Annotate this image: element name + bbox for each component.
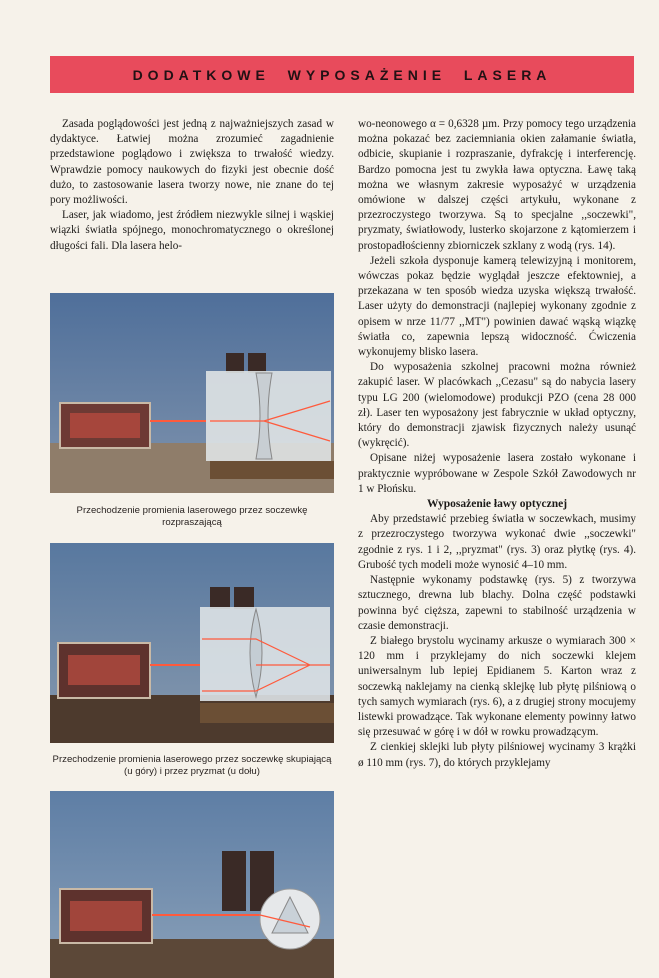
laser-device-icon (60, 403, 150, 448)
paragraph: Zasada poglądowości jest jedną z najważniejszych zasad w dydaktyce. Łatwiej można zrozumieć zagadnienie przedstawione poglądowo i zwiększa to trwałość wiedzy. Wprawdzie pomocy naukowych do fizyki jest obecnie dość dużo, to zastosowanie lasera tworzy nowe, nie znane do tej pory możliwości. (50, 118, 334, 207)
caption-photo-1: Przechodzenie promienia laserowego przez soczewkę rozpraszającą (76, 505, 308, 528)
right-column (358, 117, 636, 771)
paragraph: wo-neonowego α = 0,6328 µm. Przy pomocy tego urządzenia można pokazać bez zaciemniania okien załamanie światła, odbicie, skupianie i rozpraszanie, dyfrakcję i interferencję. Bardzo pomocna jest tu zwykła ława optyczna. Ławę taką można we własnym zakresie wyposażyć w urządzenia omówione w dalszej części artykułu, wykonane z przezroczystego tworzywa. Są to specjalne ,,soczewki", pryzmaty, światłowody, lusterko skojarzone z kątomierzem i prostopadłościenny zbiorniczek szklany z wodą (rys. 14). (358, 118, 636, 252)
article-title: DODATKOWE WYPOSAŻENIE LASERA (132, 66, 552, 83)
laser-device-icon (60, 889, 152, 943)
paragraph: Aby przedstawić przebieg światła w soczewkach, musimy z przezroczystego tworzywa wykonać dwie ,,soczewki" zgodnie z rys. 1 i 2, ,,pryzmat" (rys. 3) oraz płytkę (rys. 4). Grubość tych modeli może wynosić 4–10 mm. (358, 513, 636, 571)
paragraph: Z cienkiej sklejki lub płyty pilśniowej wycinamy 3 krążki ø 110 mm (rys. 7), do których przyklejamy (358, 741, 636, 769)
article-header-band (50, 56, 634, 93)
photo-diverging-lens (50, 293, 334, 493)
left-column (50, 117, 334, 254)
paragraph: Laser, jak wiadomo, jest źródłem niezwykle silnej i wąskiej wiązki światła spójnego, monochromatycznego o określonej długości fali. Dla lasera helo- (50, 209, 334, 252)
photo-converging-lens (50, 543, 334, 743)
section-title: Wyposażenie ławy optycznej (426, 498, 568, 511)
paragraph: Następnie wykonamy podstawkę (rys. 5) z tworzywa sztucznego, drewna lub blachy. Dolna część podstawki powinna być cięższa, zapewni to stabilność urządzenia w czasie demonstracji. (358, 574, 636, 632)
paragraph: Jeżeli szkoła dysponuje kamerą telewizyjną i monitorem, wówczas pokaz będzie wyglądał jeszcze efektowniej, a przekazana w ten sposób wiedza uzyska większą trwałość. Laser użyty do demonstracji (najlepiej wykonany zgodnie z opisem w nrze 11/77 ,,MT") powinien dawać wąską wiązkę światła co, zapewnia lepszą widoczność. Ćwiczenia wykonujemy blisko lasera. (358, 254, 636, 359)
lens-board-icon (206, 371, 331, 461)
paragraph: Opisane niżej wyposażenie lasera zostało wykonane i praktycznie wypróbowane w Zespole Szkół Zawodowych nr 1 w Płońsku. (358, 452, 636, 495)
prism-disc-icon (260, 889, 320, 949)
paragraph: Do wyposażenia szkolnej pracowni można również zakupić laser. W placówkach ,,Cezasu" są do nabycia lasery typu LG 200 (wielomodowe) produkcji PZO (cena 28 000 zł). Laser ten wyposażony jest fabrycznie w układ optyczny, który do demonstracji zjawisk fizycznych należy usunąć (wykręcić). (358, 361, 636, 450)
caption-photo-2: Przechodzenie promienia laserowego przez soczewkę skupiającą (u góry) i przez pryzmat (u dołu) (52, 754, 332, 777)
laser-device-icon (58, 643, 150, 698)
paragraph: Z białego brystolu wycinamy arkusze o wymiarach 300 × 120 mm i przyklejamy do nich soczewki klejem uniwersalnym lub lepiej Epidianem 5. Karton wraz z soczewką naklejamy na cienką sklejkę lub płytę pilśniową o tych samych wymiarach (rys. 6), a z drugiej strony mocujemy listewki prowadzące. Tak wykonane elementy powinny łatwo się przesuwać w górę i w dół w rowku prowadzącym. (358, 634, 636, 739)
lens-board-icon (200, 607, 330, 701)
photo-prism (50, 791, 334, 978)
